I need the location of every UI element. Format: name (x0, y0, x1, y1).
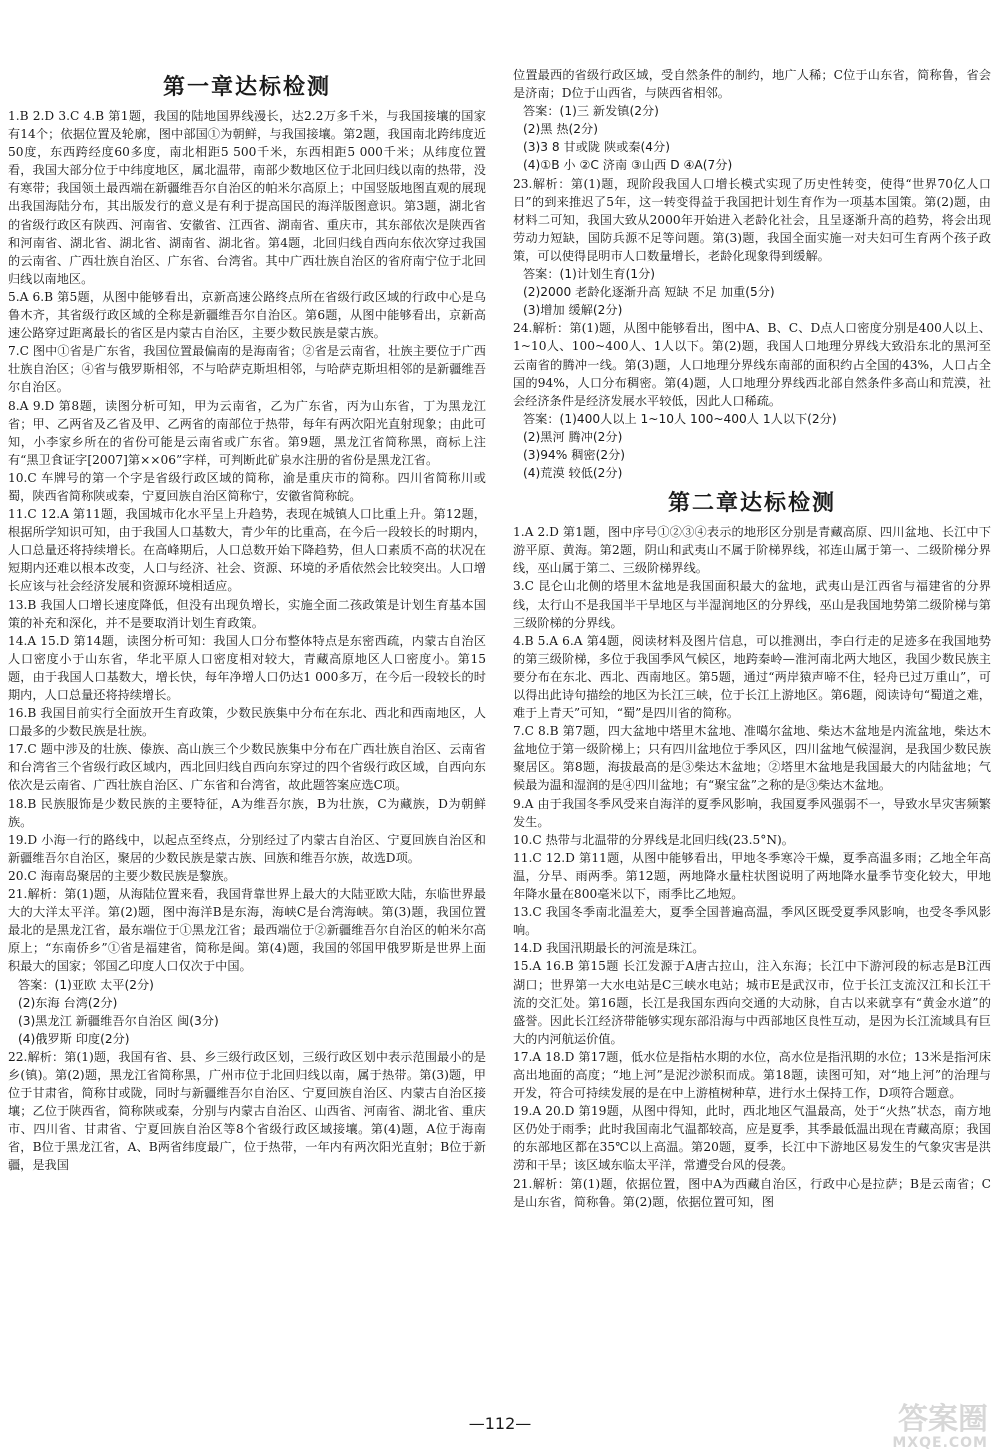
chapter-2-title: 第二章达标检测 (667, 491, 836, 517)
left-column (8, 62, 486, 1175)
answer-item: 24.解析：第(1)题，从图中能够看出，图中A、B、C、D点人口密度分别是400人以上、1~10人、100~400人、1人以下。第(2)题，我国人口地理分界线大致沿东北的黑河至云南省的腾冲一线。第(3)题，人口地理分界线东南部的面积约占全国的43%，人口占全国的94%，人口分布稠密。第(4)题，人口地理分界线西北部自然条件多高山和荒漠，社会经济条件是经济发展水平较低，因此人口稀疏。 (513, 321, 991, 408)
answer-item: 4.B 5.A 6.A 第4题，阅读材料及图片信息，可以推测出，李白行走的足迹多在我国地势的第三级阶梯，多位于我国季风气候区，地跨秦岭—淮河南北两大地区，我国少数民族主要分布在东北、西北、西南地区。第5题，通过“两岸猿声啼不住，轻舟已过万重山”，可以得出此诗句描绘的地区为长江三峡，位于长江上游地区。第6题，阅读诗句“蜀道之难，难于上青天”可知，“蜀”是四川省的简称。 (513, 633, 991, 721)
answer-item: 11.C 12.A 第11题，我国城市化水平呈上升趋势，表现在城镇人口比重上升。第12题，根据所学知识可知，由于我国人口基数大，青少年的比重高，在今后一段较长的时期内，人口总量还将持续增长。在高峰期后，人口总数开始下降趋势，但人口素质不高的状况在短期内还难以根本改变，人口与经济、社会、资源、环境的矛盾依然会比较突出。人口增长应该与社会经济发展和资源环境相适应。 (8, 507, 486, 594)
answer-item: 21.解析：第(1)题，从海陆位置来看，我国背靠世界上最大的大陆亚欧大陆，东临世界最大的大洋太平洋。第(2)题，图中海洋B是东海，海峡C是台湾海峡。第(3)题，我国位置最北的是黑龙江省，最东端位于①黑龙江省；最西端位于②新疆维吾尔自治区的帕米尔高原上；“东南侨乡”①省是福建省，简称是闽。第(4)题，我国的邻国甲俄罗斯是世界上面积最大的国家；邻国乙印度人口仅次于中国。 (8, 887, 486, 974)
answer-item: 14.D 我国汛期最长的河流是珠江。 (513, 941, 705, 956)
answer-item: 5.A 6.B 第5题，从图中能够看出，京新高速公路终点所在省级行政区域的行政中心是乌鲁木齐，其省级行政区域的全称是新疆维吾尔自治区。第6题，从图中能够看出，京新高速公路穿过距离最长的省区是内蒙古自治区，主要少数民族是蒙古族。 (8, 289, 486, 341)
answer-line: 答案：(1)三 新发镇(2分) (523, 104, 659, 119)
answer-item: 21.解析：第(1)题，依据位置，图中A为西藏自治区，行政中心是拉萨；B是云南省；C是山东省，简称鲁。第(2)题，依据位置可知，图 (513, 1176, 991, 1209)
answer-line: 答案：(1)400人以上 1~10人 100~400人 1人以下(2分) (523, 411, 837, 426)
answer-item: 10.C 车牌号的第一个字是省级行政区域的简称，渝是重庆市的简称。四川省简称川或蜀，陕西省简称陕或秦，宁夏回族自治区简称宁，安徽省简称皖。 (8, 470, 486, 503)
answer-line: (2)黑河 腾冲(2分) (523, 429, 623, 444)
answer-line: 答案：(1)亚欧 太平(2分) (18, 977, 154, 992)
answer-line: (3)3 8 甘或陇 陕或秦(4分) (523, 140, 670, 155)
answer-item: 19.D 小海一行的路线中，以起点至终点，分别经过了内蒙古自治区、宁夏回族自治区和新疆维吾尔自治区，聚居的少数民族是蒙古族、回族和维吾尔族，故选D项。 (8, 832, 486, 865)
answer-line: (4)荒漠 较低(2分) (523, 466, 623, 481)
watermark-logo-text: 答案圈 (898, 1402, 988, 1437)
answer-line: (2)东海 台湾(2分) (18, 995, 118, 1010)
answer-item: 16.B 我国目前实行全面放开生育政策，少数民族集中分布在东北、西北和西南地区，人口最多的少数民族是壮族。 (8, 706, 486, 739)
answer-item: 8.A 9.D 第8题，读图分析可知，甲为云南省，乙为广东省，丙为山东省，丁为黑龙江省；甲、乙两省及乙省及甲、乙两省的南部位于热带，每年有两次阳光直射现象；由此可知，小李家乡所在的省份可能是云南省或广东省。第9题，黑龙江省简称黑，商标上注有“黑卫食证字[2007]第××06”字样，可判断此矿泉水注册的省份是黑龙江省。 (8, 398, 486, 467)
answer-item: 22.解析：第(1)题，我国有省、县、乡三级行政区划，三级行政区划中表示范围最小的是乡(镇)。第(2)题，黑龙江省简称黑，广州市位于北回归线以南，属于热带。第(3)题，甲位于甘肃省，简称甘或陇，同时与新疆维吾尔自治区、宁夏回族自治区、内蒙古自治区接壤；乙位于陕西省，简称陕或秦，分别与内蒙古自治区、山西省、河南省、湖北省、重庆市、四川省、甘肃省、宁夏回族自治区等8个省级行政区域接壤。第(4)题，A位于海南省，B位于黑龙江省，A、B两省纬度最广，位于热带，一年内有两次阳光直射；B位于新疆，是我国 (8, 1049, 486, 1173)
right-column (513, 66, 991, 1211)
answer-line: (2)2000 老龄化逐渐升高 短缺 不足 加重(5分) (523, 285, 775, 300)
answer-item: 17.C 题中涉及的壮族、傣族、高山族三个少数民族集中分布在广西壮族自治区、云南省和台湾省三个省级行政区域内，西北回归线自西向东穿过的四个省级行政区域，自西向东依次是云南省、广西壮族自治区、广东省和台湾省，故此题答案应选C项。 (8, 742, 486, 793)
answer-item: 17.A 18.D 第17题，低水位是指枯水期的水位，高水位是指汛期的水位；13米是指河床高出地面的高度；“地上河”是泥沙淤积而成。第18题，读图可知，对“地上河”的治理与开发，符合可持续发展的是在中上游植树种草，进行水土保持工作，D项符合题意。 (513, 1049, 991, 1101)
answer-item: 1.B 2.D 3.C 4.B 第1题，我国的陆地国界线漫长，达2.2万多千米，与我国接壤的国家有14个；依据位置及轮廓，图中部国①为朝鲜，与我国接壤。第2题，我国南北跨纬度近50度，东西跨经度60多度，南北相距5 500千米，东西相距5 000千米；从纬度位置看，我国大部分位于中纬度地区，属北温带，南部少数地区位于北回归线以南的热带，没有寒带；我国领土最西端在新疆维吾尔自治区的帕米尔高原上；中国竖版地图直观的展现出我国海陆分布，其出版发行的意义是有利于提高国民的海洋版图意识。第3题，湖北省的省级行政区有陕西、河南省、安徽省、江西省、湖南省、重庆市，其东部依次是陕西省和河南省、湖北省、湖北省、湖南省、湖北省。第4题，北回归线自西向东依次穿过我国的云南省、广西壮族自治区、广东省、台湾省。其中广西壮族自治区的省府南宁位于北回归线以南地区。 (8, 109, 486, 286)
watermark-domain: MXQE.COM (892, 1435, 988, 1451)
answer-line: (4)①B 小 ②C 济南 ③山西 D ④A(7分) (523, 158, 733, 173)
answer-item: 15.A 16.B 第15题 长江发源于A唐古拉山，注入东海；长江中下游河段的标志是B江西湖口；世界第一大水电站是C三峡水电站；城市E是武汉市，位于长江支流汉江和长江干流的交汇处。第16题，长江是我国东西向交通的大动脉，自古以来就享有“黄金水道”的盛誉。因此长江经济带能够实现东部沿海与中西部地区良性互动，是因为长江流域具有巨大的内河航运价值。 (513, 959, 991, 1046)
answer-item: 14.A 15.D 第14题，读图分析可知：我国人口分布整体特点是东密西疏，内蒙古自治区人口密度小于山东省，华北平原人口密度相对较大，青藏高原地区人口密度小。第15题，由于我国人口基数大，增长快，每年净增人口仍达1 000多万，在今后一段较长的时期内，人口总量还将持续增长。 (8, 633, 486, 702)
answer-item: 7.C 8.B 第7题，四大盆地中塔里木盆地、准噶尔盆地、柴达木盆地是内流盆地，柴达木盆地位于第一级阶梯上；只有四川盆地位于季风区，四川盆地气候湿润，是我国少数民族聚居区。第8题，海拔最高的是③柴达木盆地；②塔里木盆地是我国最大的内陆盆地；气候最为温和湿润的是④四川盆地；有“聚宝盆”之称的是③柴达木盆地。 (513, 724, 991, 793)
answer-line: (3)增加 缓解(2分) (523, 303, 623, 318)
answer-item: 11.C 12.D 第11题，从图中能够看出，甲地冬季寒冷干燥，夏季高温多雨；乙地全年高温，分旱、雨两季。第12题，两地降水量柱状图说明了两地降水量季节变化较大，甲地年降水量在800毫米以下，雨季比乙地短。 (513, 850, 991, 902)
answer-line: (4)俄罗斯 印度(2分) (18, 1031, 130, 1046)
answer-item: 1.A 2.D 第1题，图中序号①②③④表示的地形区分别是青藏高原、四川盆地、长江中下游平原、黄海。第2题，阴山和武夷山不属于阶梯界线，祁连山属于第一、二级阶梯分界线，巫山属于第二、三级阶梯界线。 (513, 525, 991, 576)
answer-item: 7.C 图中①省是广东省，我国位置最偏南的是海南省；②省是云南省，壮族主要位于广西壮族自治区；④省与俄罗斯相邻，不与哈萨克斯坦相邻，与哈萨克斯坦相邻的是新疆维吾尔自治区。 (8, 344, 486, 395)
answer-line: (3)黑龙江 新疆维吾尔自治区 闽(3分) (18, 1013, 219, 1028)
answer-item: 13.B 我国人口增长速度降低，但没有出现负增长，实施全面二孩政策是计划生育基本国策的补充和深化，并不是要取消计划生育政策。 (8, 597, 486, 630)
answer-item: 13.C 我国冬季南北温差大，夏季全国普遍高温，季风区既受夏季风影响，也受冬季风影响。 (513, 905, 991, 938)
answer-item: 3.C 昆仑山北侧的塔里木盆地是我国面积最大的盆地，武夷山是江西省与福建省的分界线，太行山不是我国半干旱地区与半湿润地区的分界线，巫山是我国地势第二级阶梯与第三级阶梯的分界线。 (513, 579, 991, 630)
page-number: —112— (468, 1414, 532, 1433)
answer-item: 23.解析：第(1)题，现阶段我国人口增长模式实现了历史性转变，使得“世界70亿人口日”的到来推迟了5年，这一转变得益于我国把计划生育作为一项基本国策。第(2)题，由材料二可知，我国大致从2000年开始进入老龄化社会，且呈逐渐升高的趋势，将会出现劳动力短缺，国防兵源不足等问题。第(3)题，我国全面实施一对夫妇可生育两个孩子政策，可以使得昆明市人口数量增长，老龄化现象得到缓解。 (513, 176, 991, 263)
site-watermark (818, 1402, 988, 1451)
answer-line: (2)黑 热(2分) (523, 122, 598, 137)
answer-item: 9.A 由于我国冬季风受来自海洋的夏季风影响，我国夏季风强弱不一，导致水旱灾害频繁发生。 (513, 796, 991, 829)
answer-line: (3)94% 稠密(2分) (523, 447, 626, 462)
answer-item: 10.C 热带与北温带的分界线是北回归线(23.5°N)。 (513, 832, 794, 847)
answer-item: 19.A 20.D 第19题，从图中得知，此时，西北地区气温最高，处于“火热”状态，南方地区仍处于雨季；此时我国南北气温都较高，应是夏季，其季最低温出现在青藏高原；我国的东部地区都在35℃以上高温。第20题，夏季，长江中下游地区易发生的气象灾害是洪涝和干旱；该区域东临太平洋，常遭受台风的侵袭。 (513, 1104, 991, 1173)
answer-item: 18.B 民族服饰是少数民族的主要特征，A为维吾尔族，B为壮族，C为藏族，D为朝鲜族。 (8, 796, 486, 829)
answer-item: 20.C 海南岛聚居的主要少数民族是黎族。 (8, 868, 236, 883)
answer-line: 答案：(1)计划生育(1分) (523, 267, 656, 282)
answer-item-continued: 位置最西的省级行政区域，受自然条件的制约，地广人稀；C位于山东省，简称鲁，省会是济南；D位于山西省，与陕西省相邻。 (513, 68, 991, 101)
chapter-1-title: 第一章达标检测 (162, 75, 331, 100)
